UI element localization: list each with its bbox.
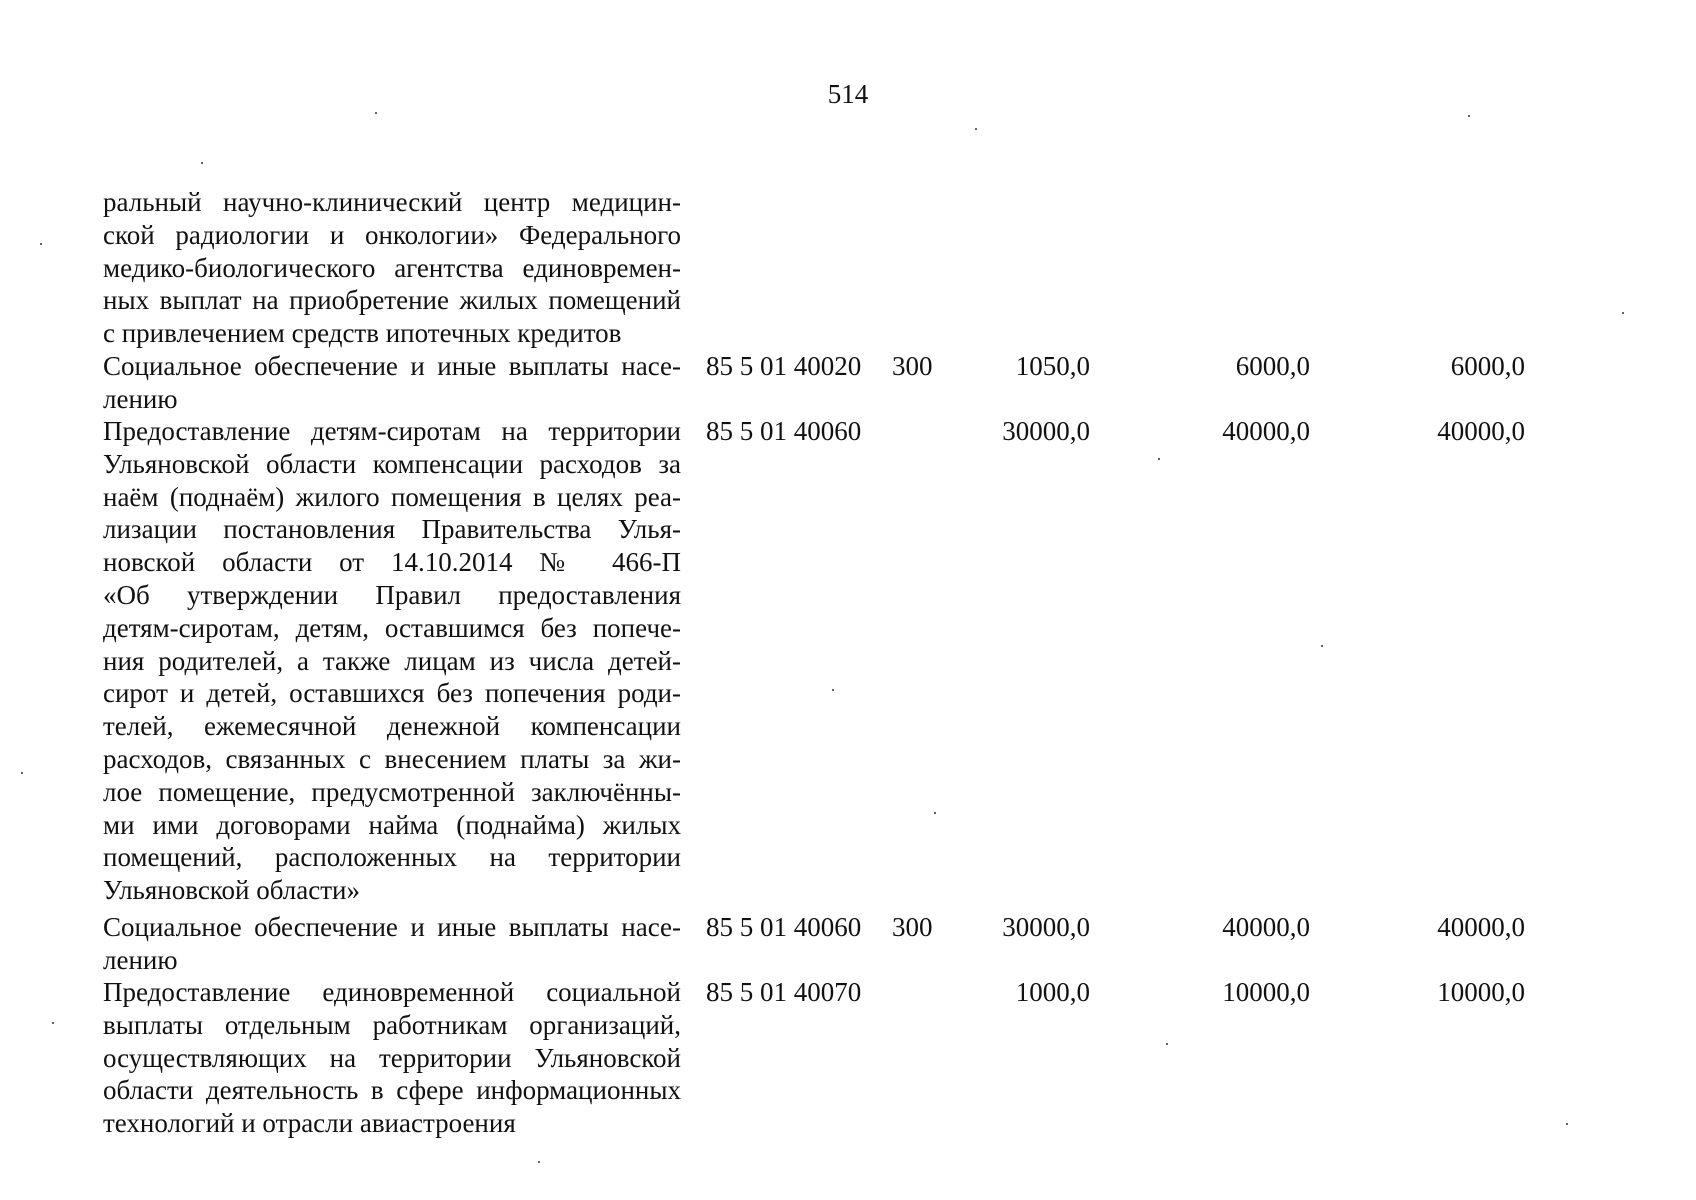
- description-line: наём (поднаём) жилого помещения в целях реа-: [103, 481, 681, 512]
- row-description: [103, 415, 681, 907]
- scan-speck: [201, 162, 203, 164]
- description-line: ральный научно-клинический центр медицин-: [103, 187, 681, 217]
- row-description: [103, 976, 681, 1140]
- amount-year-2: 40000,0: [1222, 912, 1310, 942]
- page-number: 514: [827, 79, 869, 109]
- amount-year-3: 40000,0: [1437, 416, 1525, 446]
- amount-year-3: 6000,0: [1450, 351, 1525, 381]
- budget-code: 85 5 01 40070: [706, 977, 862, 1007]
- description-line: технологий и отрасли авиастроения: [103, 1108, 516, 1139]
- amount-year-3: 10000,0: [1437, 977, 1525, 1007]
- description-line: новской области от 14.10.2014 № 466-П: [103, 547, 681, 578]
- scan-speck: [1158, 458, 1160, 460]
- amount-year-1: 1000,0: [1015, 977, 1090, 1007]
- row-description: [103, 350, 681, 416]
- row-description: [103, 186, 681, 350]
- description-line: ми ими договорами найма (поднайма) жилых: [103, 809, 681, 840]
- budget-code: 85 5 01 40020: [706, 351, 862, 381]
- scan-speck: [52, 1022, 54, 1024]
- amount-year-3: 40000,0: [1437, 912, 1525, 942]
- description-line: ных выплат на приобретение жилых помещений: [103, 285, 681, 316]
- description-line: сирот и детей, оставшихся без попечения роди-: [103, 678, 681, 709]
- row-description: [103, 911, 681, 977]
- description-line: Предоставление детям-сиротам на территории: [103, 416, 681, 446]
- description-line: телей, ежемесячной денежной компенсации: [103, 711, 681, 742]
- description-line: помещений, расположенных на территории: [103, 842, 681, 873]
- amount-year-2: 40000,0: [1222, 416, 1310, 446]
- description-line: медико-биологического агентства единовремен-: [103, 252, 681, 283]
- description-line: лению: [103, 944, 178, 975]
- description-line: лое помещение, предусмотренной заключённы-: [103, 776, 681, 807]
- scan-speck: [21, 772, 23, 774]
- amount-year-1: 30000,0: [1002, 416, 1090, 446]
- description-line: ской радиологии и онкологии» Федерального: [103, 219, 681, 250]
- scan-speck: [1622, 312, 1624, 314]
- scan-speck: [1166, 1043, 1168, 1045]
- amount-year-1: 1050,0: [1015, 351, 1090, 381]
- scan-speck: [375, 112, 377, 114]
- amount-year-2: 10000,0: [1222, 977, 1310, 1007]
- scan-speck: [1566, 1123, 1568, 1125]
- description-line: Ульяновской области компенсации расходов за: [103, 448, 681, 479]
- amount-year-2: 6000,0: [1235, 351, 1310, 381]
- scan-speck: [975, 128, 977, 130]
- expense-type-code: 300: [892, 912, 933, 942]
- description-line: Предоставление единовременной социальной: [103, 977, 681, 1007]
- description-line: выплаты отдельным работникам организаций,: [103, 1009, 681, 1040]
- description-line: детям-сиротам, детям, оставшимся без попече-: [103, 612, 681, 643]
- budget-code: 85 5 01 40060: [706, 416, 862, 446]
- budget-code: 85 5 01 40060: [706, 912, 862, 942]
- scan-speck: [40, 243, 42, 245]
- scan-speck: [1468, 115, 1470, 117]
- description-line: лизации постановления Правительства Улья-: [103, 514, 681, 545]
- description-line: Социальное обеспечение и иные выплаты насе-: [103, 912, 681, 942]
- description-line: области деятельность в сфере информационных: [103, 1075, 681, 1106]
- description-line: лению: [103, 383, 178, 414]
- description-line: ния родителей, а также лицам из числа детей-: [103, 645, 681, 676]
- scan-speck: [538, 1161, 540, 1163]
- description-line: осуществляющих на территории Ульяновской: [103, 1042, 681, 1073]
- description-line: Социальное обеспечение и иные выплаты насе-: [103, 351, 681, 381]
- description-line: «Об утверждении Правил предоставления: [103, 579, 681, 610]
- scan-speck: [1321, 645, 1323, 647]
- description-line: расходов, связанных с внесением платы за жи-: [103, 743, 681, 774]
- expense-type-code: 300: [892, 351, 933, 381]
- amount-year-1: 30000,0: [1002, 912, 1090, 942]
- scan-speck: [934, 812, 936, 814]
- description-line: Ульяновской области»: [103, 875, 361, 906]
- description-line: с привлечением средств ипотечных кредитов: [103, 318, 622, 349]
- scan-speck: [832, 689, 834, 691]
